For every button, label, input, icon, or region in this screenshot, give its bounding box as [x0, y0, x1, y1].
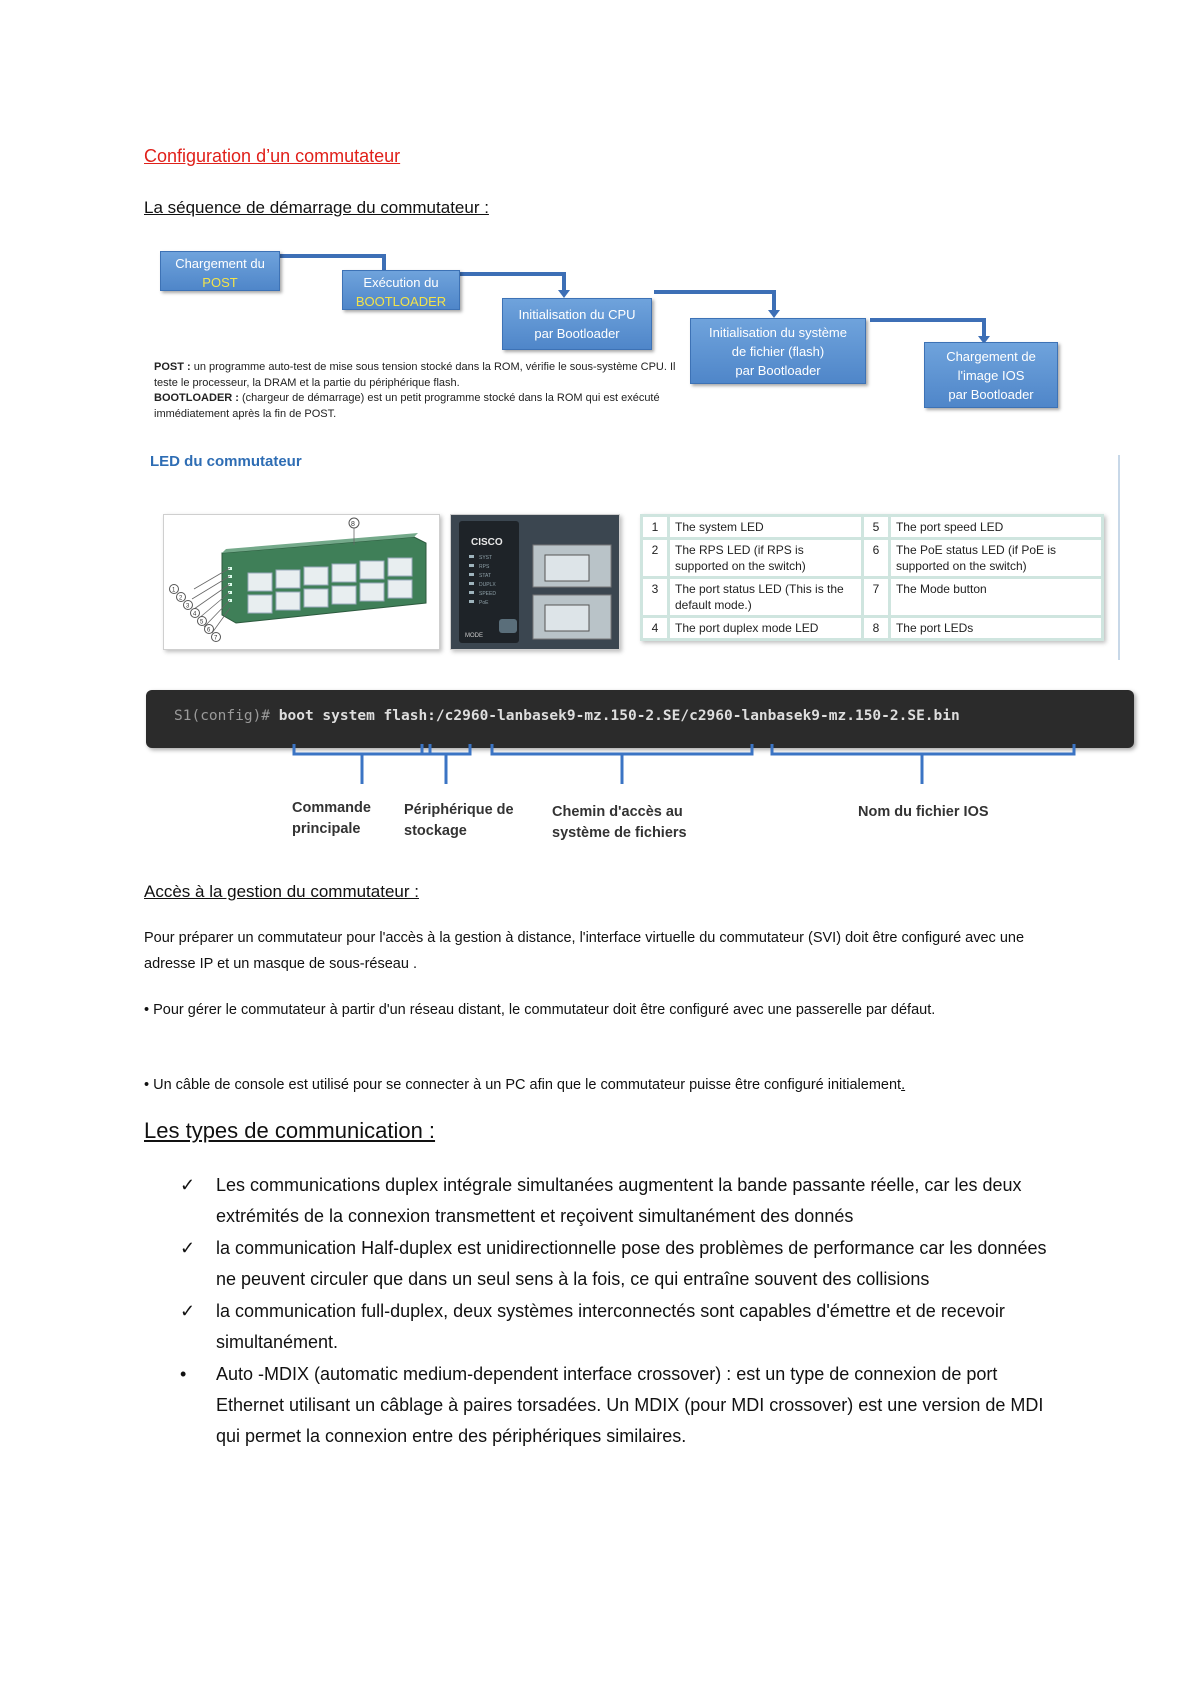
cli-command: boot system [278, 708, 375, 724]
list-item [180, 1359, 1060, 1452]
switch-panel-drawing [451, 515, 619, 649]
callout-number: 2 [179, 595, 183, 602]
annotation-file: Nom du fichier IOS [858, 804, 989, 820]
post-text: un programme auto-test de mise sous tension stocké dans la ROM, vérifie le sous-système CPU. Il teste le processeur, la DRAM et la partie du périphérique flash. [154, 361, 676, 389]
flow-arrow-2 [456, 274, 564, 292]
annotation-device: Périphérique de stockage [404, 802, 514, 839]
flow-arrow-3 [654, 292, 774, 312]
annotation-command: Commande principale [292, 800, 371, 837]
cli-prompt: S1(config)# [174, 708, 279, 724]
boot-sequence-heading: La séquence de démarrage du commutateur : [144, 198, 489, 217]
list-item-text: Les communications duplex intégrale simultanées augmentent la bande passante réelle, car les deux extrémités de la connexion transmettent et reçoivent simultanément des donnés [216, 1175, 1022, 1226]
list-item [180, 1296, 1060, 1358]
table-cell: The port speed LED [891, 517, 1101, 537]
communication-types-list [180, 1170, 1060, 1453]
communication-types-heading: Les types de communication : [144, 1118, 436, 1143]
cli-file: c2960-lanbasek9-mz.150-2.SE.bin [689, 708, 960, 724]
callout-8: 8 [351, 521, 355, 528]
callout-number: 6 [207, 627, 211, 634]
flow-step-flash-line2: de fichier (flash) [731, 344, 825, 359]
cli-space [375, 708, 384, 724]
led-section-border [1118, 455, 1120, 660]
mode-button-drawing [499, 619, 517, 633]
list-item-text: Auto -MDIX (automatic medium-dependent interface crossover) : est un type de connexion de port Ethernet utilisant un câblage à paires torsadées. Un MDIX (pour MDI crossover) est une version de MDI qui permet la connexion entre des périphériques similaires. [216, 1364, 1044, 1446]
page-title: Configuration d’un commutateur [144, 146, 401, 166]
check-icon: ✓ [180, 1238, 196, 1258]
flow-step-ios [924, 342, 1058, 408]
flow-step-flash [690, 318, 866, 384]
bullet-icon: • [180, 1364, 187, 1384]
flow-step-flash-line3: par Bootloader [735, 363, 821, 378]
flow-step-bootloader-line1: Exécution du [363, 275, 439, 290]
switch-panel-image [450, 514, 620, 650]
check-icon: ✓ [180, 1175, 196, 1195]
flow-step-bootloader-line2: BOOTLOADER [355, 294, 447, 309]
table-row [643, 517, 1101, 537]
panel-led [469, 591, 474, 594]
access-paragraph-3-text: • Un câble de console est utilisé pour se connecter à un PC afin que le commutateur puisse être configuré initialement [144, 1077, 902, 1093]
panel-led-label: RPS [479, 564, 490, 570]
access-paragraph-3 [144, 1072, 1044, 1098]
bootloader-label: BOOTLOADER : [154, 392, 239, 404]
flow-step-bootloader [342, 270, 460, 310]
table-cell: 6 [864, 540, 888, 576]
flow-step-flash-line1: Initialisation du système [708, 325, 847, 340]
flow-step-ios-line3: par Bootloader [948, 387, 1034, 402]
callout-number: 4 [193, 611, 197, 618]
table-cell: 3 [643, 579, 667, 615]
panel-led-label: STAT [479, 573, 492, 579]
panel-led-label: DUPLX [479, 582, 496, 588]
callout-number: 3 [186, 603, 190, 610]
led-legend-table [640, 514, 1104, 641]
boot-note [154, 360, 694, 422]
list-item-text: la communication Half-duplex est unidirectionnelle pose des problèmes de performance car les données ne peuvent circuler que dans un seul sens à la fois, ce qui entraîne souvent des collisions [216, 1238, 1047, 1289]
table-cell: 8 [864, 618, 888, 638]
cli-path: /c2960-lanbasek9-mz.150-2.SE/ [435, 708, 690, 724]
callout-number: 1 [172, 587, 176, 594]
left-callouts [170, 585, 221, 642]
panel-led [469, 573, 474, 576]
cli-device: flash: [383, 708, 436, 724]
list-item [180, 1170, 1060, 1232]
switch-drawing [164, 515, 439, 649]
panel-led-label: SYST [479, 555, 493, 561]
callout-number: 7 [214, 635, 218, 642]
table-cell: The port LEDs [891, 618, 1101, 638]
flow-step-cpu-line1: Initialisation du CPU [518, 307, 636, 322]
flow-arrowhead-3 [768, 310, 780, 318]
cli-command-text [174, 708, 960, 724]
flow-step-post [160, 251, 280, 291]
panel-led [469, 582, 474, 585]
table-row [643, 540, 1101, 576]
bracket-command [294, 744, 430, 784]
flow-step-post-line2: POST [202, 275, 238, 290]
flow-step-post-line1: Chargement du [175, 256, 265, 271]
table-cell: 4 [643, 618, 667, 638]
panel-led [469, 564, 474, 567]
access-paragraph-2: • Pour gérer le commutateur à partir d'un réseau distant, le commutateur doit être configuré avec une passerelle par défaut. [144, 1002, 936, 1018]
panel-led [469, 600, 474, 603]
table-cell: 7 [864, 579, 888, 615]
panel-led [469, 555, 474, 558]
callout-number: 5 [200, 619, 204, 626]
table-row [643, 618, 1101, 638]
table-row [643, 579, 1101, 615]
flow-arrow-4 [870, 320, 984, 338]
annotation-path: Chemin d'accès au système de fichiers [552, 804, 687, 841]
led-section-title: LED du commutateur [150, 453, 302, 470]
table-cell: 1 [643, 517, 667, 537]
panel-led-label: SPEED [479, 591, 496, 597]
switch-front-image [163, 514, 440, 650]
flow-step-cpu-line2: par Bootloader [534, 326, 620, 341]
bracket-path [492, 744, 752, 784]
cli-brackets [0, 740, 1200, 790]
cisco-brand: CISCO [471, 537, 503, 548]
flow-step-ios-line1: Chargement de [946, 349, 1036, 364]
access-paragraph-1: Pour préparer un commutateur pour l'accès à la gestion à distance, l'interface virtuelle du commutateur (SVI) doit être configuré avec une adresse IP et un masque de sous-réseau . [144, 930, 1025, 972]
table-cell: 2 [643, 540, 667, 576]
mode-label: MODE [465, 633, 483, 639]
table-cell: The RPS LED (if RPS is supported on the switch) [670, 540, 861, 576]
bootloader-text: (chargeur de démarrage) est un petit programme stocké dans la ROM qui est exécuté immédiatement après la fin de POST. [154, 392, 660, 420]
bracket-file [772, 744, 1074, 784]
flow-step-ios-line2: l'image IOS [957, 368, 1025, 383]
table-cell: 5 [864, 517, 888, 537]
panel-led-label: PoE [479, 600, 489, 606]
table-cell: The Mode button [891, 579, 1101, 615]
flow-arrowhead-2 [558, 290, 570, 298]
list-item-text: la communication full-duplex, deux systèmes interconnectés sont capables d'émettre et de recevoir simultanément. [216, 1301, 1005, 1352]
check-icon: ✓ [180, 1301, 196, 1321]
post-label: POST : [154, 361, 191, 373]
access-heading: Accès à la gestion du commutateur : [144, 882, 419, 901]
table-cell: The port duplex mode LED [670, 618, 861, 638]
access-paragraph-3-end: . [901, 1077, 906, 1093]
table-cell: The PoE status LED (if PoE is supported on the switch) [891, 540, 1101, 576]
table-cell: The port status LED (This is the default mode.) [670, 579, 861, 615]
table-cell: The system LED [670, 517, 861, 537]
list-item [180, 1233, 1060, 1295]
flow-step-cpu [502, 298, 652, 350]
